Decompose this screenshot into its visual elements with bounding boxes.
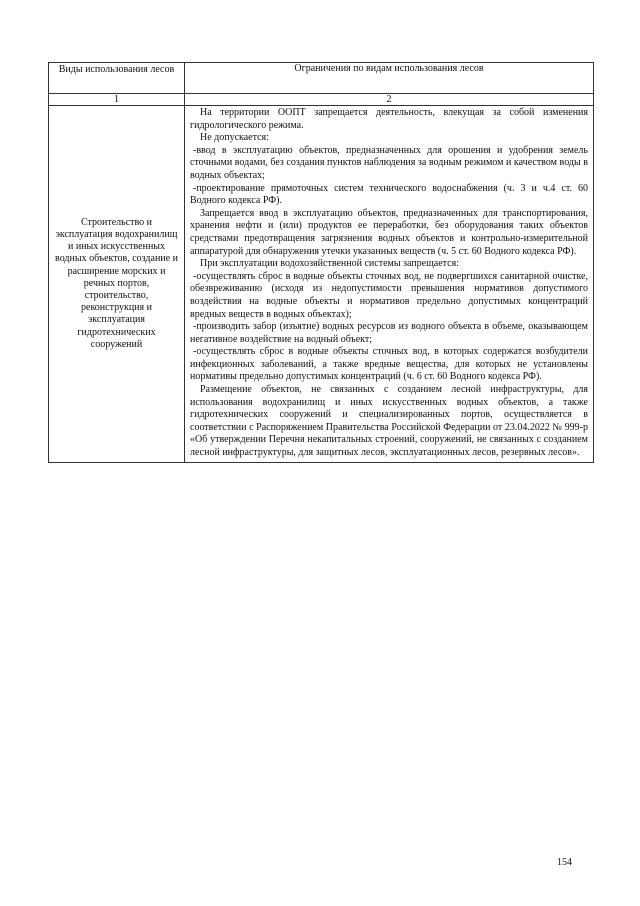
page-number: 154 xyxy=(557,857,572,868)
restriction-paragraph: -производить забор (изъятие) водных ресурсов из водного объекта в объеме, оказывающем негативное воздействие на водный объект; xyxy=(190,321,588,345)
table-row xyxy=(49,106,594,463)
restriction-paragraph: -ввод в эксплуатацию объектов, предназначенных для орошения и удобрения земель сточными водами, без создания пунктов наблюдения за водным режимом и качеством воды в водных объектах; xyxy=(190,144,588,181)
restriction-paragraph: На территории ООПТ запрещается деятельность, влекущая за собой изменения гидрологического режима. xyxy=(190,107,588,131)
restriction-paragraph: -осуществлять сброс в водные объекты сточных вод, в которых содержатся возбудители инфекционных заболеваний, а также вредные вещества, для которых не установлены нормативы предельно допустимых концентраций (ч. 6 ст. 60 Водного кодекса РФ). xyxy=(190,346,588,383)
column-number-2: 2 xyxy=(185,94,594,106)
forest-use-restrictions-table xyxy=(48,62,594,463)
restriction-paragraph: Размещение объектов, не связанных с созданием лесной инфраструктуры, для использования водохранилищ и иных искусственных водных объектов, а также гидротехнических сооружений и специализированных портов, осуществляется в соответствии с Распоряжением Правительства Российской Федерации от 23.04.2022 № 999-р «Об утверждении Перечня некапитальных строений, сооружений, не связанных с созданием лесной инфраструктуры, для защитных лесов, эксплуатационных лесов, резервных лесов». xyxy=(190,384,588,459)
header-restrictions: Ограничения по видам использования лесов xyxy=(185,63,594,94)
header-forest-use-types: Виды использования лесов xyxy=(49,63,185,94)
restriction-paragraph: Не допускается: xyxy=(200,132,269,144)
column-number-1: 1 xyxy=(49,94,185,106)
restriction-paragraph: Запрещается ввод в эксплуатацию объектов, предназначенных для транспортирования, хранения нефти и (или) продуктов ее переработки, без оборудования таких объектов средствами предотвращения загрязнения водных объектов и контрольно-измерительной аппаратурой для обнаружения утечки указанных веществ (ч. 5 ст. 60 Водного кодекса РФ). xyxy=(190,207,588,257)
restriction-paragraph: При эксплуатации водохозяйственной системы запрещается: xyxy=(200,258,459,270)
column-number-row xyxy=(49,94,594,106)
forest-use-type-cell: Строительство и эксплуатация водохранилищ и иных искусственных водных объектов, создание и расширение морских и речных портов, строительство, реконструкция и эксплуатация гидротехнических сооружений xyxy=(49,106,185,463)
table-header-row xyxy=(49,63,594,94)
restriction-paragraph: -осуществлять сброс в водные объекты сточных вод, не подвергшихся санитарной очистке, обезвреживанию (исходя из недопустимости превышения нормативов допустимого воздействия на водные объекты и нормативов предельно допустимых концентраций вредных веществ в водных объектах); xyxy=(190,270,588,320)
restriction-paragraph: -проектирование прямоточных систем технического водоснабжения (ч. 3 и ч.4 ст. 60 Водного кодекса РФ). xyxy=(190,182,588,207)
restrictions-cell xyxy=(185,106,594,463)
